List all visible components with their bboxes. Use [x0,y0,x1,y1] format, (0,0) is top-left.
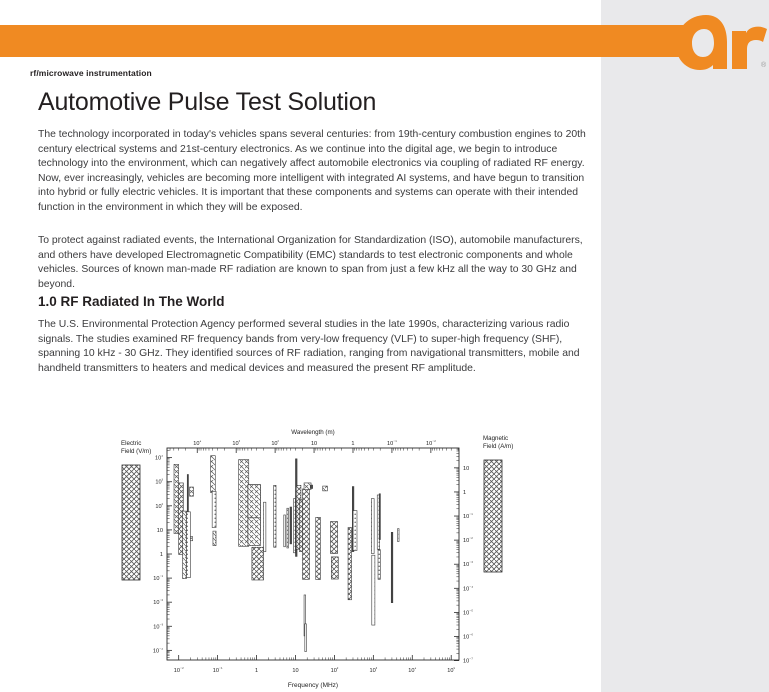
chart-bar [353,511,357,551]
axis-tick-label: $10^{^3}$ [369,665,378,674]
axis-tick-label: $10^{^{-2}}$ [463,535,473,545]
axis-tick-label: 10 [292,668,299,674]
chart-bar [310,485,312,488]
registered-trademark-symbol: ® [761,62,767,69]
chart-bar [331,557,338,579]
chart-bar [305,624,307,652]
axis-tick-label: $10^{^2}$ [330,665,339,674]
intro-paragraph-1: The technology incorporated in today's vehicles spans several centuries: from 19th-century combustion engines to 20th century electrical systems and 21st-century electronics. As we continue into the digital age, we begin to introduce technology into the environment, which can negatively affect automobile electronics via coupling of radiated RF energy. Now, ever increasingly, vehicles are becoming more intelligent with integrated AI systems, and have begun to transition into hybrid or fully electric vehicles. It is important that these components and systems can operate with their intended function in the environment in which they will be exposed. [38,129,586,213]
magnetic-field-axis-label: Magnetic [483,435,509,442]
axis-tick-label: 10 [463,465,470,472]
axis-tick-label: $10^{^{-1}}$ [212,665,223,674]
chart-bar [239,460,249,547]
chart-bar [397,529,399,542]
chart-bar [284,515,286,547]
chart-bar [331,521,338,553]
axis-tick-label: $10^{^{-7}}$ [463,656,473,665]
header-orange-bar [0,25,688,57]
chart-bar [378,550,380,580]
chart-bar [372,555,375,625]
chart-bar [287,508,289,548]
axis-tick-label: $10^{^{-4}}$ [152,645,163,655]
chart-bar [379,494,380,540]
ar-logo [668,12,769,74]
axis-tick-label: 10 [310,441,318,447]
axis-tick-label: 1 [463,489,467,496]
rf-radiated-world-chart [110,425,520,690]
axis-tick-label: 1 [159,552,163,558]
chart-bar [190,537,192,541]
chart-bar [348,528,352,600]
axis-tick-label: $10^{^4}$ [408,665,417,674]
axis-tick-label: $10^{^4}$ [155,453,163,462]
chart-bar [316,517,321,579]
axis-tick-label: $10^{^{-2}}$ [173,665,184,674]
chart-bar [264,502,266,551]
chart-bar [183,511,187,578]
chart-bar [252,547,264,580]
chart-bar [302,489,309,579]
chart-bar [371,499,374,554]
chart-bar [186,512,190,578]
axis-tick-label: $10^{^{-1}}$ [463,511,473,521]
axis-tick-label: $10^{^{-1}}$ [387,438,397,447]
axis-tick-label: $10^{^{-4}}$ [463,583,474,593]
axis-tick-label: $10^{^2}$ [271,438,279,447]
chart-bar [290,507,292,544]
axis-tick-label: 10 [156,527,163,534]
axis-tick-label: $10^{^{-3}}$ [153,621,163,631]
axis-tick-label: $10^{^{-1}}$ [153,573,163,583]
axis-tick-label: 1 [254,668,259,674]
chart-bar [274,485,276,547]
frequency-axis-label: Frequency (MHz) [287,682,339,689]
wavelength-axis-label: Wavelength (m) [291,429,335,436]
axis-tick-label: $10^{^{-3}}$ [463,559,473,569]
section-heading: 1.0 RF Radiated In The World [38,294,225,309]
axis-tick-label: $10^{^{-5}}$ [463,607,474,617]
chart-bar [248,485,260,518]
axis-tick-label: $10^{^5}$ [447,665,456,674]
axis-tick-label: $10^{^3}$ [232,438,240,447]
axis-tick-label: 1 [351,441,355,447]
page-title: Automotive Pulse Test Solution [38,88,377,116]
electric-field-legend-swatch [122,465,140,580]
electric-field-axis-label: Electric [121,440,142,447]
intro-paragraph-2: To protect against radiated events, the International Organization for Standardization (ISO), automobile manufacturers, and others have developed Electromagnetic Compatibility (EMC) standards to test electronic components and whole vehicles. Sources of known man-made RF radiation are known to span from just a few kHz all the way to 30 GHz and beyond. [38,235,583,290]
axis-tick-label: $10^{^{-2}}$ [425,438,436,447]
chart-bar [174,464,179,533]
chart-bar [248,518,260,546]
magnetic-field-legend-swatch [484,460,502,572]
chart-bar [211,456,216,493]
axis-tick-label: $10^{^2}$ [155,501,163,510]
chart-bar [391,532,393,602]
chart-bar [213,531,216,545]
chart-bar [190,487,194,496]
chart-bar [323,486,328,491]
axis-tick-label: $10^{^{-2}}$ [153,597,163,607]
svg-text:Field (A/m): Field (A/m) [483,443,514,450]
brand-tagline: rf/microwave instrumentation [30,68,152,78]
axis-tick-label: $10^{^3}$ [155,477,163,486]
axis-tick-label: $10^{^4}$ [193,438,202,447]
svg-text:Field (V/m): Field (V/m) [121,448,152,455]
axis-tick-label: $10^{^{-6}}$ [463,631,474,641]
section-paragraph: The U.S. Environmental Protection Agency performed several studies in the late 1990s, characterizing various radio signals. The studies examined RF frequency bands from very-low frequency (VLF) to super-high frequency (SHF), spanning 10 kHz - 30 GHz. They identified sources of RF radiation, ranging from navigational transmitters, mobile and handheld transmitters to heaters and medical devices and measured the present RF amplitude. [38,319,580,374]
chart-bar [212,491,216,527]
chart-bar [299,500,302,552]
